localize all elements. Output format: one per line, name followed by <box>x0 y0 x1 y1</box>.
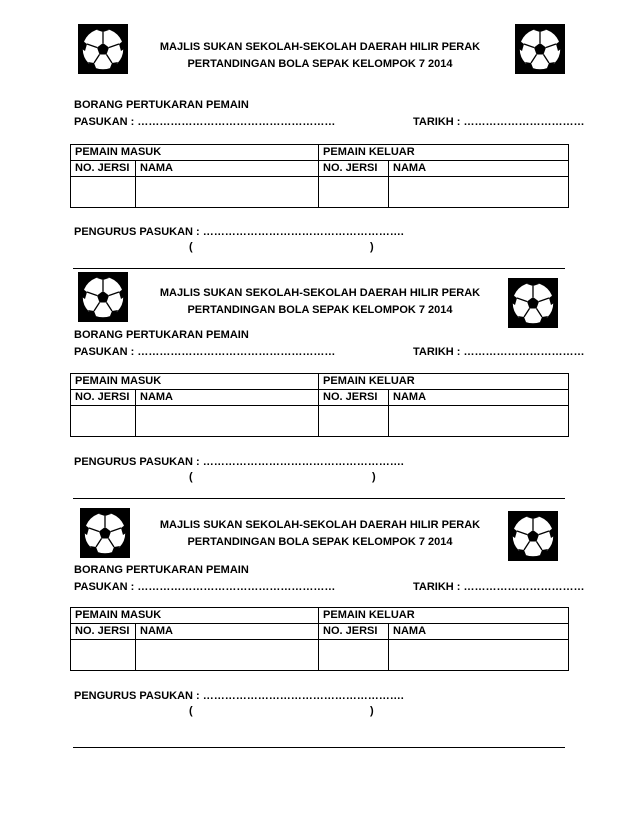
association-name: MAJLIS SUKAN SEKOLAH-SEKOLAH DAERAH HILIR PERAK <box>159 287 481 299</box>
date-field: TARIKH : …………………………… <box>413 346 585 358</box>
in-name-cell[interactable] <box>136 640 319 671</box>
out-jersey-header: NO. JERSI <box>319 161 389 177</box>
players-in-header: PEMAIN MASUK <box>71 608 319 624</box>
manager-field: PENGURUS PASUKAN : ………………………………………………. <box>74 226 404 238</box>
paren-close: ) <box>370 705 374 717</box>
in-jersey-header: NO. JERSI <box>71 624 136 640</box>
tournament-name: PERTANDINGAN BOLA SEPAK KELOMPOK 7 2014 <box>187 58 453 70</box>
header-title-3 <box>130 517 510 551</box>
divider-line <box>73 498 565 499</box>
tournament-name: PERTANDINGAN BOLA SEPAK KELOMPOK 7 2014 <box>187 536 453 548</box>
team-field: PASUKAN : ……………………………………………… <box>74 116 336 128</box>
paren-open: ( <box>189 241 193 253</box>
manager-field: PENGURUS PASUKAN : ………………………………………………. <box>74 690 404 702</box>
out-jersey-header: NO. JERSI <box>319 624 389 640</box>
out-name-header: NAMA <box>389 624 569 640</box>
date-field: TARIKH : …………………………… <box>413 116 585 128</box>
header-title-2 <box>130 285 510 319</box>
in-name-cell[interactable] <box>136 406 319 437</box>
association-name: MAJLIS SUKAN SEKOLAH-SEKOLAH DAERAH HILIR PERAK <box>159 41 481 53</box>
in-name-header: NAMA <box>136 624 319 640</box>
soccer-ball-icon <box>78 272 128 322</box>
out-name-cell[interactable] <box>389 640 569 671</box>
out-jersey-cell[interactable] <box>319 640 389 671</box>
players-out-header: PEMAIN KELUAR <box>319 145 569 161</box>
in-jersey-cell[interactable] <box>71 406 136 437</box>
tournament-name: PERTANDINGAN BOLA SEPAK KELOMPOK 7 2014 <box>187 304 453 316</box>
soccer-ball-icon <box>508 511 558 561</box>
out-name-cell[interactable] <box>389 406 569 437</box>
paren-open: ( <box>189 705 193 717</box>
in-jersey-header: NO. JERSI <box>71 390 136 406</box>
manager-field: PENGURUS PASUKAN : ………………………………………………. <box>74 456 404 468</box>
in-jersey-cell[interactable] <box>71 640 136 671</box>
in-name-header: NAMA <box>136 390 319 406</box>
out-jersey-cell[interactable] <box>319 406 389 437</box>
player-exchange-table <box>70 373 569 437</box>
team-field: PASUKAN : ……………………………………………… <box>74 346 336 358</box>
in-name-header: NAMA <box>136 161 319 177</box>
players-out-header: PEMAIN KELUAR <box>319 374 569 390</box>
divider-line <box>73 268 565 269</box>
players-out-header: PEMAIN KELUAR <box>319 608 569 624</box>
player-exchange-table <box>70 607 569 671</box>
divider-line <box>73 747 565 748</box>
date-field: TARIKH : …………………………… <box>413 581 585 593</box>
players-in-header: PEMAIN MASUK <box>71 374 319 390</box>
soccer-ball-icon <box>508 278 558 328</box>
players-in-header: PEMAIN MASUK <box>71 145 319 161</box>
form-title: BORANG PERTUKARAN PEMAIN <box>74 564 249 576</box>
soccer-ball-icon <box>80 508 130 558</box>
out-name-header: NAMA <box>389 390 569 406</box>
form-title: BORANG PERTUKARAN PEMAIN <box>74 99 249 111</box>
association-name: MAJLIS SUKAN SEKOLAH-SEKOLAH DAERAH HILIR PERAK <box>159 519 481 531</box>
form-title: BORANG PERTUKARAN PEMAIN <box>74 329 249 341</box>
paren-open: ( <box>189 471 193 483</box>
team-field: PASUKAN : ……………………………………………… <box>74 581 336 593</box>
out-name-header: NAMA <box>389 161 569 177</box>
paren-close: ) <box>372 471 376 483</box>
out-jersey-header: NO. JERSI <box>319 390 389 406</box>
paren-close: ) <box>370 241 374 253</box>
in-jersey-header: NO. JERSI <box>71 161 136 177</box>
